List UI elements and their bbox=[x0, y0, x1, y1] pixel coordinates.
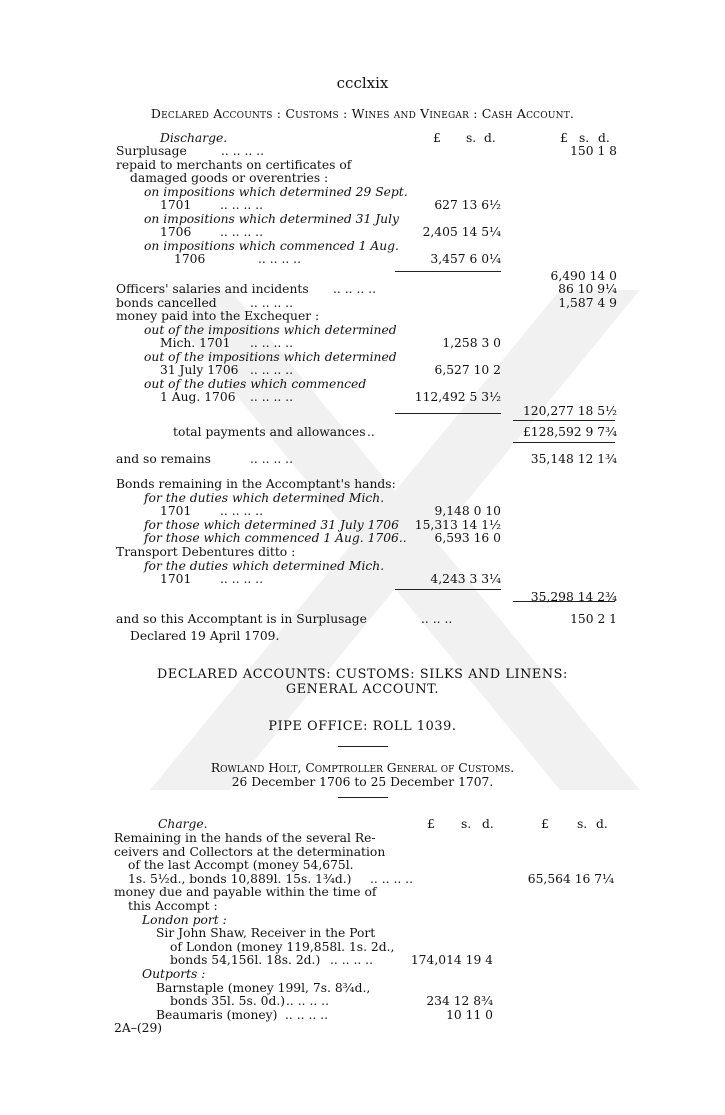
col-head-pounds-1: £ bbox=[433, 131, 441, 145]
dot-leader: .. .. .. .. bbox=[221, 144, 264, 158]
ledger-line-text: on impositions which determined 29 Sept. bbox=[144, 184, 408, 199]
col-head-shillings-1: s. bbox=[466, 131, 477, 145]
ledger-line-text: 1 Aug. 1706 bbox=[160, 390, 236, 404]
rule bbox=[338, 797, 388, 798]
ledger-line-text: out of the impositions which determined bbox=[144, 349, 397, 364]
section2-subheading: GENERAL ACCOUNT. bbox=[285, 682, 440, 697]
ledger-line-text: 1701 bbox=[160, 504, 192, 519]
dot-leader: .. .. .. .. bbox=[220, 198, 263, 212]
ledger-line-text: repaid to merchants on certificates of bbox=[116, 157, 352, 172]
ledger-line-text: 1701 bbox=[160, 572, 192, 587]
ledger-line-text: this Accompt : bbox=[128, 899, 218, 913]
dot-leader: .. .. .. .. bbox=[370, 871, 413, 886]
ledger-line-text: Bonds remaining in the Accomptant's hands: bbox=[116, 477, 396, 491]
dot-leader: .. .. .. .. bbox=[330, 953, 373, 968]
col-head-pounds-2: £ bbox=[560, 131, 568, 145]
amount-inner: 2,405 14 5¼ bbox=[422, 225, 501, 239]
dot-leader: .. .. .. .. bbox=[220, 572, 263, 587]
ledger-line-text: 31 July 1706 bbox=[160, 363, 239, 377]
ledger-line-text: for the duties which determined Mich. bbox=[144, 490, 385, 505]
ledger-line-text: on impositions which determined 31 July bbox=[144, 211, 399, 226]
account-dates: 26 December 1706 to 25 December 1707. bbox=[231, 775, 494, 789]
col-head-pounds-4: £ bbox=[541, 817, 549, 831]
rule bbox=[338, 746, 388, 747]
surplusage-leader: .. .. .. bbox=[421, 612, 453, 626]
amount-outer: 65,564 16 7¼ bbox=[527, 871, 614, 886]
charge-label: Charge. bbox=[158, 817, 208, 831]
ledger-line-text: of London (money 119,858l. 1s. 2d., bbox=[170, 939, 395, 954]
col-head-pence-3: d. bbox=[482, 817, 494, 831]
ledger-line-text: money paid into the Exchequer : bbox=[116, 309, 320, 323]
ledger-line-text: out of the impositions which determined bbox=[144, 322, 397, 337]
amount-outer: 150 1 8 bbox=[570, 144, 617, 158]
dot-leader: .. .. .. .. bbox=[333, 282, 376, 296]
remains-label: and so remains bbox=[116, 452, 211, 466]
total-leader: .. bbox=[367, 425, 375, 439]
amount-inner: 112,492 5 3½ bbox=[414, 390, 501, 404]
dot-leader: .. .. .. .. bbox=[250, 363, 293, 377]
accountant-name: Rowland Holt, Comptroller General of Customs. bbox=[210, 761, 515, 775]
ledger-line-text: for the duties which determined Mich. bbox=[144, 558, 385, 573]
section1-heading: Declared Accounts : Customs : Wines and Vinegar : Cash Account. bbox=[150, 106, 575, 121]
amount-inner: 174,014 19 4 bbox=[410, 953, 493, 968]
ledger-line-text: Outports : bbox=[142, 967, 206, 981]
rule bbox=[395, 271, 501, 272]
ledger-line-text: bonds 35l. 5s. 0d.) bbox=[170, 994, 286, 1009]
ledger-line-text: 1706 bbox=[174, 252, 206, 266]
ledger-line-text: Barnstaple (money 199l, 7s. 8¾d., bbox=[156, 980, 371, 995]
amount-inner: 3,457 6 0¼ bbox=[430, 252, 501, 266]
amount-outer: 86 10 9¼ bbox=[558, 282, 617, 296]
amount-inner: 9,148 0 10 bbox=[434, 504, 501, 519]
ledger-line-text: ceivers and Collectors at the determination bbox=[114, 844, 386, 859]
rule bbox=[395, 589, 501, 590]
dot-leader: .. .. .. .. bbox=[285, 1007, 328, 1022]
ledger-line-text: for those which commenced 1 Aug. 1706.. bbox=[144, 531, 407, 546]
declared-date: Declared 19 April 1709. bbox=[130, 629, 280, 643]
discharge-label: Discharge. bbox=[160, 131, 228, 145]
col-head-pence-1: d. bbox=[484, 131, 496, 145]
dot-leader: .. .. .. .. bbox=[286, 994, 329, 1009]
ledger-line-text: Beaumaris (money) bbox=[156, 1007, 278, 1022]
amount-inner: 1,258 3 0 bbox=[442, 336, 501, 350]
col-head-pence-4: d. bbox=[596, 817, 608, 831]
ledger-line-text: Sir John Shaw, Receiver in the Port bbox=[156, 926, 376, 941]
dot-leader: .. .. .. .. bbox=[220, 504, 263, 519]
total-value: £128,592 9 7¾ bbox=[522, 425, 617, 439]
ledger-line-text: Remaining in the hands of the several Re- bbox=[114, 831, 376, 845]
col-head-shillings-2: s. bbox=[579, 131, 590, 145]
ledger-line-text: 1706 bbox=[160, 225, 192, 239]
amount-inner: 234 12 8¾ bbox=[426, 994, 493, 1009]
ledger-line-text: 1s. 5½d., bonds 10,889l. 15s. 1¾d.) bbox=[128, 871, 352, 886]
amount-outer: 120,277 18 5½ bbox=[522, 403, 617, 418]
col-head-pence-2: d. bbox=[598, 131, 610, 145]
signature-mark: 2A–(29) bbox=[114, 1021, 163, 1035]
page-number: ccclxix bbox=[336, 74, 389, 92]
surplusage-label: and so this Accomptant is in Surplusage bbox=[116, 612, 367, 626]
dot-leader: .. .. .. .. bbox=[250, 390, 293, 404]
ledger-line-text: bonds 54,156l. 18s. 2d.) bbox=[170, 953, 321, 968]
rule bbox=[513, 601, 615, 602]
ledger-line-text: money due and payable within the time of bbox=[114, 885, 377, 900]
amount-inner: 6,593 16 0 bbox=[434, 531, 501, 546]
amount-inner: 4,243 3 3¼ bbox=[430, 572, 501, 587]
ledger-line-text: Officers' salaries and incidents bbox=[116, 282, 309, 296]
amount-outer: 6,490 14 0 bbox=[550, 268, 617, 283]
remains-value: 35,148 12 1¾ bbox=[530, 452, 617, 466]
rule bbox=[513, 420, 615, 421]
ledger-line-text: out of the duties which commenced bbox=[144, 376, 367, 391]
ledger-line-text: 1701 bbox=[160, 198, 192, 212]
remains-leader: .. .. .. .. bbox=[250, 452, 293, 466]
ledger-line-text: damaged goods or overentries : bbox=[130, 171, 329, 185]
surplusage-value: 150 2 1 bbox=[570, 612, 617, 626]
pipe-office-roll: PIPE OFFICE: ROLL 1039. bbox=[268, 719, 457, 734]
amount-inner: 10 11 0 bbox=[446, 1007, 493, 1022]
ledger-line-text: Transport Debentures ditto : bbox=[116, 545, 296, 559]
dot-leader: .. .. .. .. bbox=[250, 336, 293, 350]
ledger-line-text: of the last Accompt (money 54,675l. bbox=[128, 858, 354, 873]
dot-leader: .. .. .. .. bbox=[250, 295, 293, 310]
amount-inner: 627 13 6½ bbox=[434, 198, 501, 212]
col-head-shillings-4: s. bbox=[577, 817, 588, 831]
total-label: total payments and allowances bbox=[173, 425, 366, 439]
ledger-line-text: Mich. 1701 bbox=[160, 336, 231, 350]
ledger-line-text: London port : bbox=[142, 912, 227, 927]
amount-outer: 35,298 14 2¾ bbox=[530, 589, 617, 604]
ledger-line-text: on impositions which commenced 1 Aug. bbox=[144, 238, 399, 253]
amount-inner: 6,527 10 2 bbox=[434, 363, 501, 377]
rule bbox=[395, 413, 501, 414]
dot-leader: .. .. .. .. bbox=[258, 252, 301, 266]
amount-inner: 15,313 14 1½ bbox=[414, 517, 501, 532]
col-head-shillings-3: s. bbox=[461, 817, 472, 831]
col-head-pounds-3: £ bbox=[427, 817, 435, 831]
ledger-line-text: bonds cancelled bbox=[116, 295, 217, 310]
rule bbox=[513, 442, 615, 443]
dot-leader: .. .. .. .. bbox=[220, 225, 263, 239]
ledger-line-text: for those which determined 31 July 1706 bbox=[144, 517, 399, 532]
ledger-line-text: Surplusage bbox=[116, 144, 187, 158]
section2-heading: DECLARED ACCOUNTS: CUSTOMS: SILKS AND LINENS: bbox=[157, 667, 568, 682]
amount-outer: 1,587 4 9 bbox=[558, 295, 617, 310]
